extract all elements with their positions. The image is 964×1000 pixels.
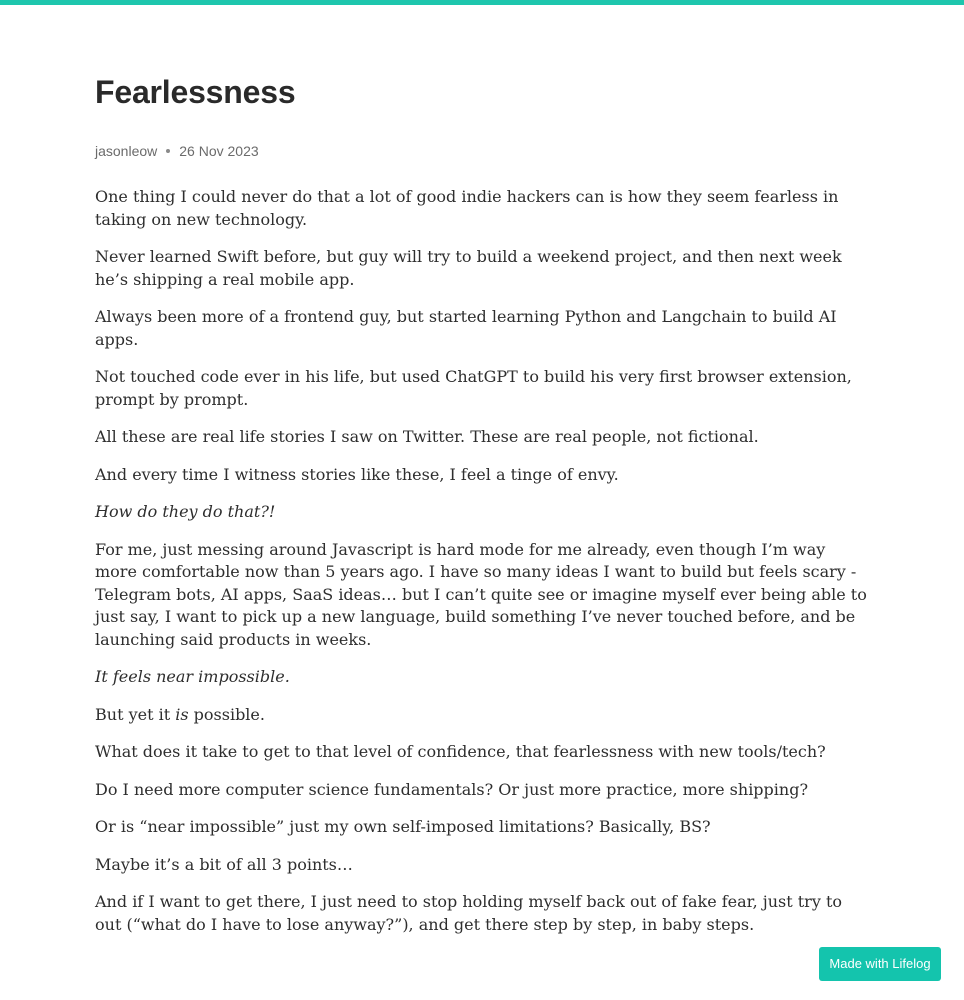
paragraph [95, 704, 870, 727]
paragraph: Maybe it’s a bit of all 3 points… [95, 854, 353, 874]
paragraph: Do I need more computer science fundamentals? Or just more practice, more shipping? [95, 779, 809, 799]
paragraph: One thing I could never do that a lot of good indie hackers can is how they seem fearless in taking on new technology. [95, 187, 839, 229]
paragraph-text: possible. [188, 704, 265, 724]
paragraph: Not touched code ever in his life, but used ChatGPT to build his very first browser extension, prompt by prompt. [95, 367, 852, 409]
top-accent-bar [0, 0, 964, 5]
paragraph: What does it take to get to that level of confidence, that fearlessness with new tools/tech? [95, 742, 826, 761]
post-date: 26 Nov 2023 [179, 143, 259, 159]
paragraph: Never learned Swift before, but guy will try to build a weekend project, and then next week he’s shipping a real mobile app. [95, 247, 842, 289]
post-meta [95, 142, 875, 160]
emphasis-text: is [175, 704, 189, 724]
paragraph: And if I want to get there, I just need to stop holding myself back out of fake fear, just try to out (“what do I have to lose anyway?”), and get there step by step, in baby steps. [95, 892, 842, 934]
paragraph: All these are real life stories I saw on Twitter. These are real people, not fictional. [95, 427, 759, 446]
post-article [95, 72, 875, 951]
post-title: Fearlessness [95, 74, 296, 110]
paragraph: For me, just messing around Javascript is hard mode for me already, even though I’m way more comfortable now than 5 years ago. I have so many ideas I want to build but feels scary - Telegram bots, AI apps, SaaS ideas… but I can’t quite see or imagine myself ever being able to just say, I want to pick up a new language, build something I’ve never touched before, and be launching said products in weeks. [95, 539, 867, 649]
paragraph: Or is “near impossible” just my own self-imposed limitations? Basically, BS? [95, 817, 711, 836]
made-with-lifelog-button[interactable]: Made with Lifelog [819, 947, 941, 981]
meta-separator-dot [166, 149, 170, 153]
post-author[interactable]: jasonleow [95, 143, 158, 159]
paragraph: Always been more of a frontend guy, but started learning Python and Langchain to build AI apps. [95, 307, 837, 349]
paragraph-text: But yet it [95, 704, 176, 724]
paragraph: And every time I witness stories like these, I feel a tinge of envy. [95, 464, 619, 484]
post-content [95, 186, 875, 936]
italic-paragraph: It feels near impossible. [95, 667, 290, 686]
italic-paragraph: How do they do that?! [95, 502, 276, 521]
